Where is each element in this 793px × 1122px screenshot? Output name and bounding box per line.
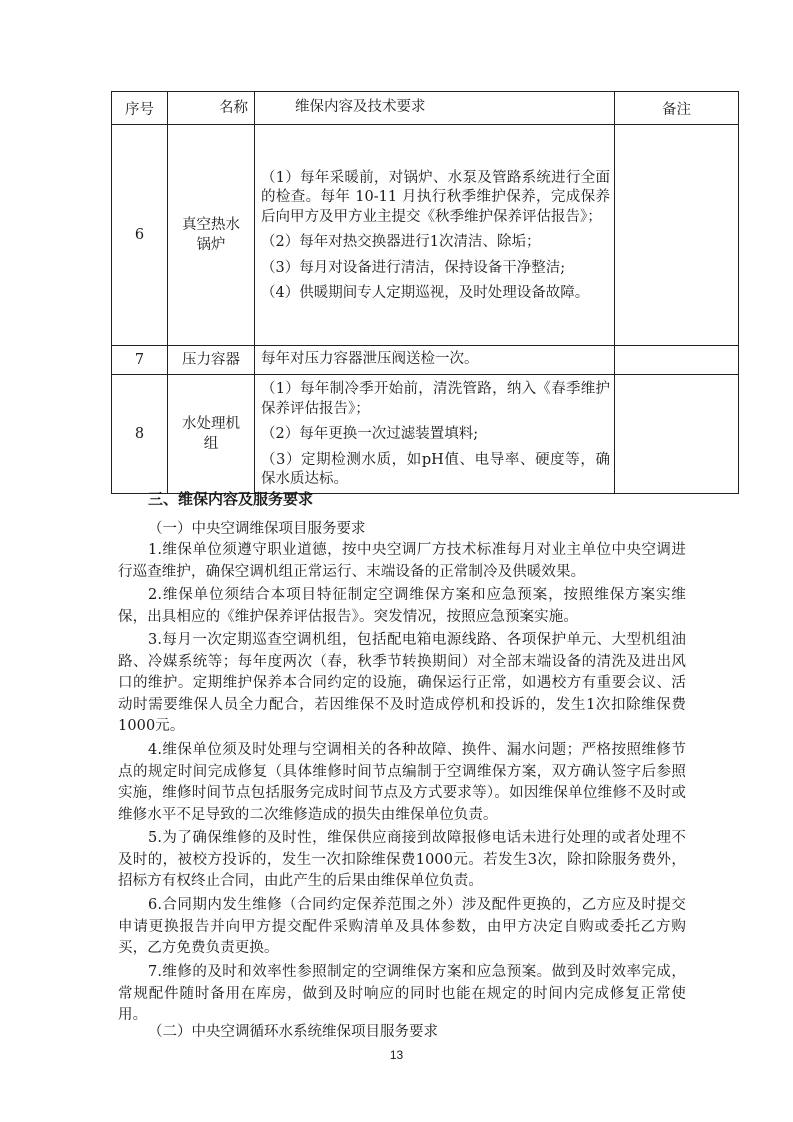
row-name: 真空热水锅炉	[168, 125, 255, 346]
paragraph: 6.合同期内发生维修（合同约定保养范围之外）涉及配件更换的，乙方应及时提交申请更换报告并向甲方提交配件采购清单及具体参数，由甲方决定自购或委托乙方购买，乙方免费负责更换。	[118, 897, 686, 956]
paragraph: 5.为了确保维修的及时性，维保供应商接到故障报修电话未进行处理的或者处理不及时的，被校方投诉的，发生一次扣除维保费1000元。若发生3次，除扣除服务费外，招标方有权终止合同，由此产生的后果由维保单位负责。	[118, 830, 686, 889]
paragraph: 3.每月一次定期巡查空调机组，包括配电箱电源线路、各项保护单元、大型机组油路、冷媒系统等；每年度两次（春，秋季节转换期间）对全部末端设备的清洗及进出风口的维护。定期维护保养本合同约定的设施，确保运行正常，如遇校方有重要会议、活动时需要维保人员全力配合，若因维保不及时造成停机和投诉的，发生1次扣除维保费1000元。	[118, 632, 686, 734]
requirement-item: （2）每年更换一次过滤装置填料;	[261, 426, 479, 443]
subsection-heading: （二）中央空调循环水系统维保项目服务要求	[148, 1024, 438, 1040]
row-no: 6	[112, 125, 168, 346]
header-no: 序号	[112, 92, 168, 125]
row-content	[255, 346, 615, 375]
row-no: 8	[112, 375, 168, 494]
row-content	[255, 125, 615, 346]
requirement-item: （3）每月对设备进行清洁，保持设备干净整洁;	[261, 259, 566, 276]
paragraph: 2.维保单位须结合本项目特征制定空调维保方案和应急预案，按照维保方案实维保，出具相应的《维护保养评估报告》。突发情况，按照应急预案实施。	[118, 587, 686, 625]
table-row	[112, 375, 739, 494]
requirement-item: （2）每年对热交换器进行1次清洁、除垢；	[261, 234, 541, 250]
table-row	[112, 125, 739, 346]
header-note: 备注	[615, 92, 739, 125]
paragraph: 1.维保单位须遵守职业道德，按中央空调厂方技术标准每月对业主单位中央空调进行巡查维护，确保空调机组正常运行、末端设备的正常制冷及供暖效果。	[118, 542, 686, 580]
maintenance-spec-table	[111, 91, 739, 494]
table-header-row	[112, 92, 739, 125]
row-note	[615, 375, 739, 494]
paragraph: 4.维保单位须及时处理与空调相关的各种故障、换件、漏水问题；严格按照维修节点的规定时间完成修复（具体维修时间节点编制于空调维保方案，双方确认签字后参照实施，维修时间节点包括服务完成时间节点及方式要求等）。如因维保单位维修不及时或维修水平不足导致的二次维修造成的损失由维保单位负责。	[118, 742, 686, 823]
header-content: 维保内容及技术要求	[255, 92, 615, 125]
requirement-item: （1）每年采暖前，对锅炉、水泵及管路系统进行全面的检查。每年 10-11 月执行秋季维护保养，完成保养后向甲方及甲方业主提交《秋季维护保养评估报告》；	[261, 169, 610, 225]
page-number: 13	[389, 1048, 404, 1062]
row-note	[615, 125, 739, 346]
table-row	[112, 346, 739, 375]
section-heading: 三、维保内容及服务要求	[148, 490, 314, 508]
header-name: 名称	[168, 92, 255, 125]
row-name: 水处理机组	[168, 375, 255, 494]
paragraph: 7.维修的及时和效率性参照制定的空调维保方案和应急预案。做到及时效率完成，常规配件随时备用在库房，做到及时响应的同时也能在规定的时间内完成修复正常使用。	[118, 964, 686, 1023]
requirement-item: （4）供暖期间专人定期巡视，及时处理设备故障。	[261, 285, 590, 301]
row-no: 7	[112, 346, 168, 375]
row-content	[255, 375, 615, 494]
requirement-item: （1）每年制冷季开始前，清洗管路，纳入《春季维护保养评估报告》；	[261, 381, 610, 417]
row-name: 压力容器	[168, 346, 255, 375]
requirement-item: 每年对压力容器泄压阀送检一次。	[261, 351, 479, 368]
subsection-heading: （一）中央空调维保项目服务要求	[148, 521, 366, 537]
row-note	[615, 346, 739, 375]
requirement-item: （3）定期检测水质，如pH值、电导率、硬度等，确保水质达标。	[261, 451, 610, 488]
